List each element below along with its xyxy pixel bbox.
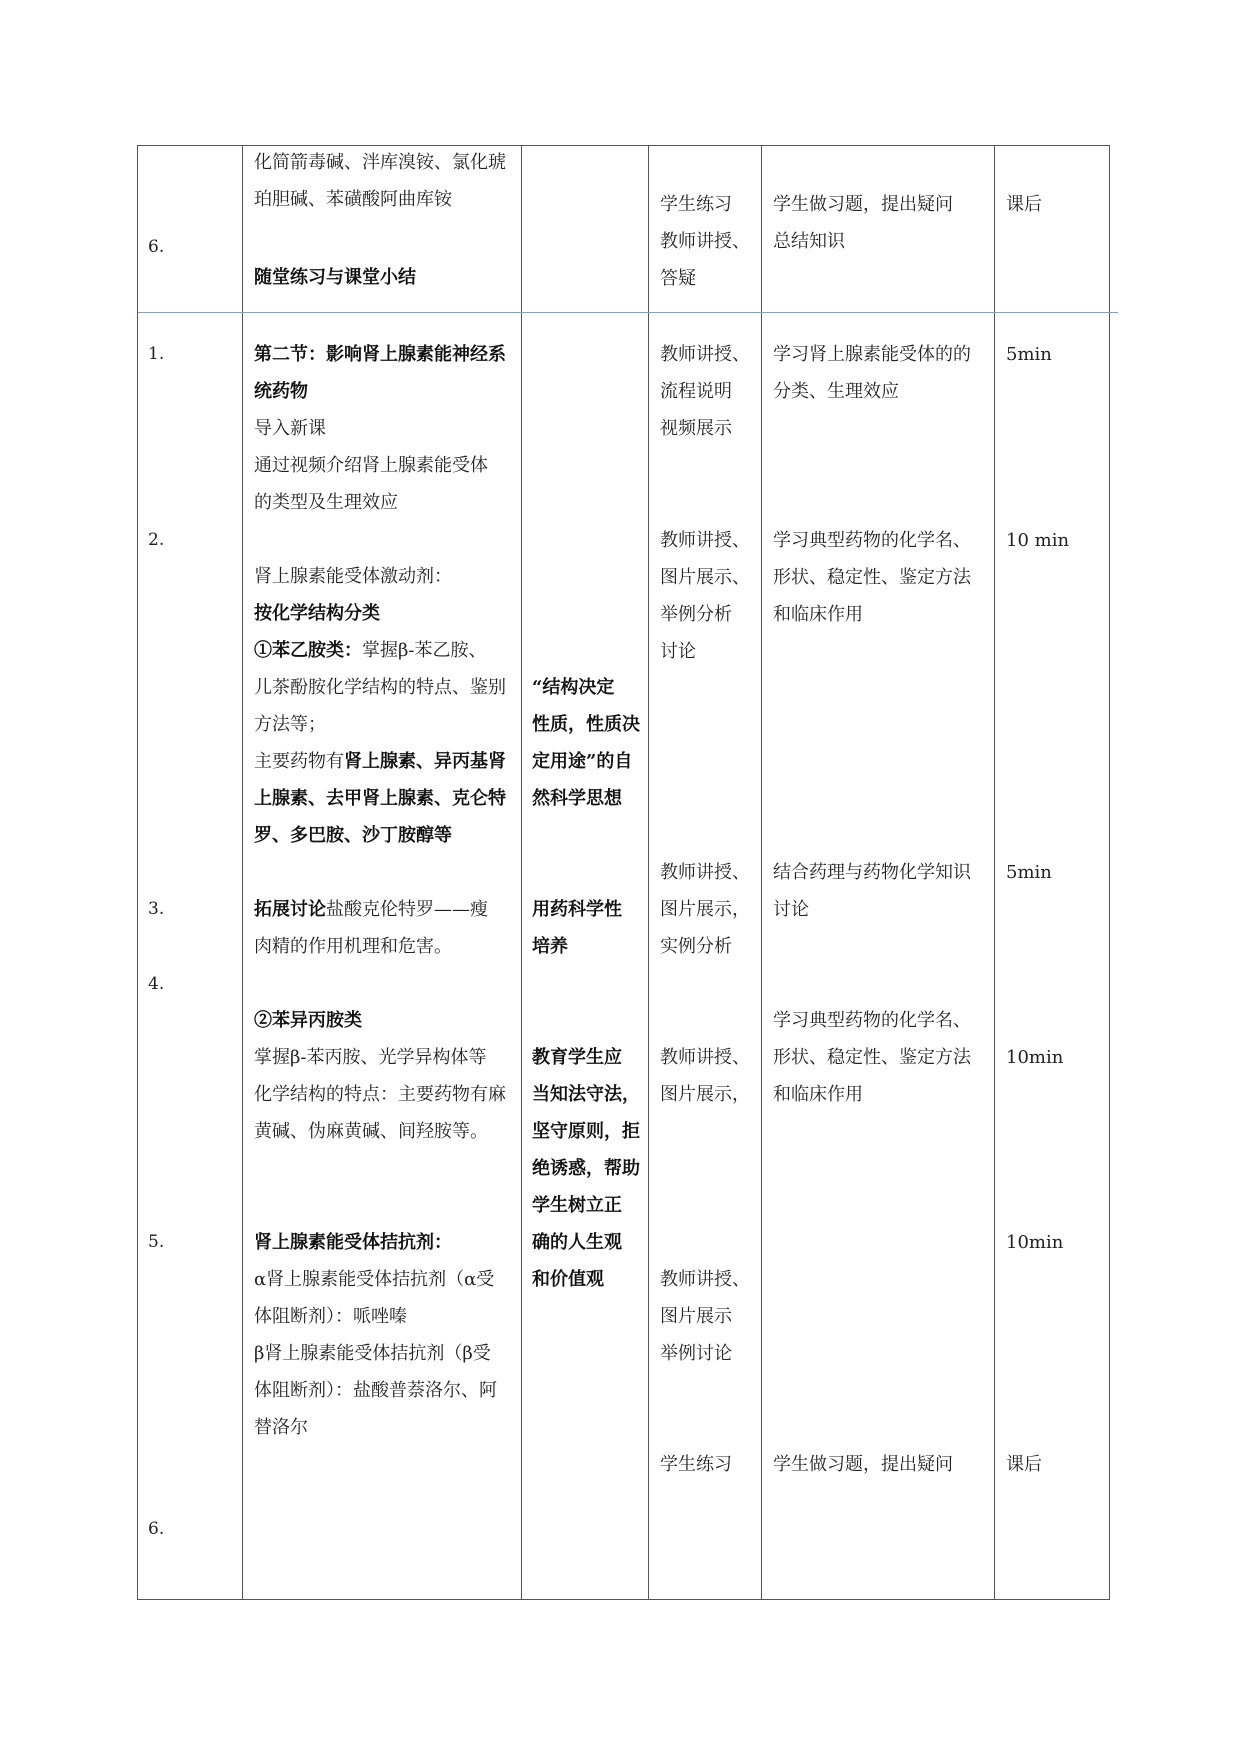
content-line: 化简箭毒碱、泮库溴铵、氯化琥 [254,152,506,173]
time-cell: 10min [1006,1232,1064,1253]
method-line: 图片展示、 [660,567,750,588]
student-activity-line: 形状、稳定性、鉴定方法 [773,567,971,588]
column-divider [648,146,649,1599]
subheading: 拓展讨论 [254,899,326,920]
ideology-line: 坚守原则，拒 [532,1121,640,1142]
subheading: ①苯乙胺类： [254,640,362,661]
ideology-line: 确的人生观 [532,1232,622,1253]
time-cell: 10min [1006,1047,1064,1068]
content-line: 黄碱、伪麻黄碱、间羟胺等。 [254,1121,488,1142]
content-line: 体阻断剂）：盐酸普萘洛尔、阿 [254,1380,497,1401]
ideology-line: 学生树立正 [532,1195,622,1216]
method-line: 答疑 [660,268,696,289]
column-divider [521,146,522,1599]
method-line: 图片展示， [660,899,750,920]
section-title: 统药物 [254,381,308,402]
method-line: 流程说明 [660,381,732,402]
student-activity-line: 和临床作用 [773,604,863,625]
subheading: ②苯异丙胺类 [254,1010,362,1031]
content-heading: 肾上腺素能受体拮抗剂： [254,1232,452,1253]
student-activity-line: 学生做习题，提出疑问 [773,1454,953,1475]
student-activity-line: 和临床作用 [773,1084,863,1105]
content-line: 通过视频介绍肾上腺素能受体 [254,455,488,476]
ideology-line: 定用途”的自 [532,751,633,772]
content-text: 盐酸克伦特罗——瘦 [326,899,488,920]
content-line: 肉精的作用机理和危害。 [254,936,452,957]
row-number: 3. [148,899,165,919]
student-activity-line: 分类、生理效应 [773,381,899,402]
content-line: 导入新课 [254,418,326,439]
column-divider [242,146,243,1599]
ideology-line: 教育学生应 [532,1047,622,1068]
student-activity-line: 结合药理与药物化学知识 [773,862,971,883]
column-divider [994,146,995,1599]
content-line: α肾上腺素能受体拮抗剂（α受 [254,1269,495,1290]
column-divider [761,146,762,1599]
content-heading: 随堂练习与课堂小结 [254,267,416,288]
method-line: 学生练习 [660,1454,732,1475]
drug-names: 罗、多巴胺、沙丁胺醇等 [254,825,452,846]
content-line: 方法等； [254,714,326,735]
content-heading: 按化学结构分类 [254,603,380,624]
content-line: 珀胆碱、苯磺酸阿曲库铵 [254,189,452,210]
method-line: 举例分析 [660,604,732,625]
time-cell: 课后 [1006,194,1042,215]
ideology-line: 然科学思想 [532,788,622,809]
method-line: 教师讲授、 [660,1269,750,1290]
time-cell: 5min [1006,862,1052,883]
time-cell: 课后 [1006,1454,1042,1475]
content-line: 体阻断剂）：哌唑嗪 [254,1306,407,1327]
method-line: 教师讲授、 [660,231,750,252]
content-line: 肾上腺素能受体激动剂： [254,566,452,587]
ideology-line: 和价值观 [532,1269,604,1290]
content-text: 主要药物有 [254,751,344,772]
content-line: 化学结构的特点：主要药物有麻 [254,1084,506,1105]
content-line: β肾上腺素能受体拮抗剂（β受 [254,1343,491,1364]
lesson-plan-table [137,145,1110,1600]
student-activity-line: 学习肾上腺素能受体的的 [773,344,971,365]
method-line: 教师讲授、 [660,1047,750,1068]
content-line [254,891,488,928]
method-line: 学生练习 [660,194,732,215]
ideology-line: 用药科学性 [532,899,622,920]
row-divider [138,312,1118,313]
section-title: 第二节：影响肾上腺素能神经系 [254,344,506,365]
ideology-line: 性质，性质决 [532,714,640,735]
student-activity-line: 讨论 [773,899,809,920]
method-line: 教师讲授、 [660,862,750,883]
method-line: 教师讲授、 [660,344,750,365]
method-line: 讨论 [660,641,696,662]
row-number: 4. [148,974,165,994]
content-line: 掌握β-苯丙胺、光学异构体等 [254,1047,487,1068]
ideology-line: “结构决定 [532,677,615,698]
method-line: 教师讲授、 [660,530,750,551]
method-line: 举例讨论 [660,1343,732,1364]
row-number: 6. [148,237,165,257]
ideology-line: 培养 [532,936,568,957]
student-activity-line: 形状、稳定性、鉴定方法 [773,1047,971,1068]
row-number: 5. [148,1232,165,1252]
ideology-line: 绝诱惑，帮助 [532,1158,640,1179]
content-line: 儿茶酚胺化学结构的特点、鉴别 [254,677,506,698]
student-activity-line: 总结知识 [773,231,845,252]
content-line [254,632,487,669]
row-number: 6. [148,1519,165,1539]
method-line: 视频展示 [660,418,732,439]
content-line: 的类型及生理效应 [254,492,398,513]
drug-names: 上腺素、去甲肾上腺素、克仑特 [254,788,506,809]
student-activity-line: 学生做习题，提出疑问 [773,194,953,215]
ideology-line: 当知法守法， [532,1084,640,1105]
student-activity-line: 学习典型药物的化学名、 [773,1010,971,1031]
method-line: 实例分析 [660,936,732,957]
student-activity-line: 学习典型药物的化学名、 [773,530,971,551]
row-number: 1. [148,344,165,364]
time-cell: 10 min [1006,530,1070,551]
content-line [254,743,506,780]
time-cell: 5min [1006,344,1052,365]
content-text: 掌握β-苯乙胺、 [362,640,487,661]
row-number: 2. [148,530,165,550]
method-line: 图片展示 [660,1306,732,1327]
content-line: 替洛尔 [254,1417,308,1438]
method-line: 图片展示， [660,1084,750,1105]
drug-names: 肾上腺素、异丙基肾 [344,751,506,772]
